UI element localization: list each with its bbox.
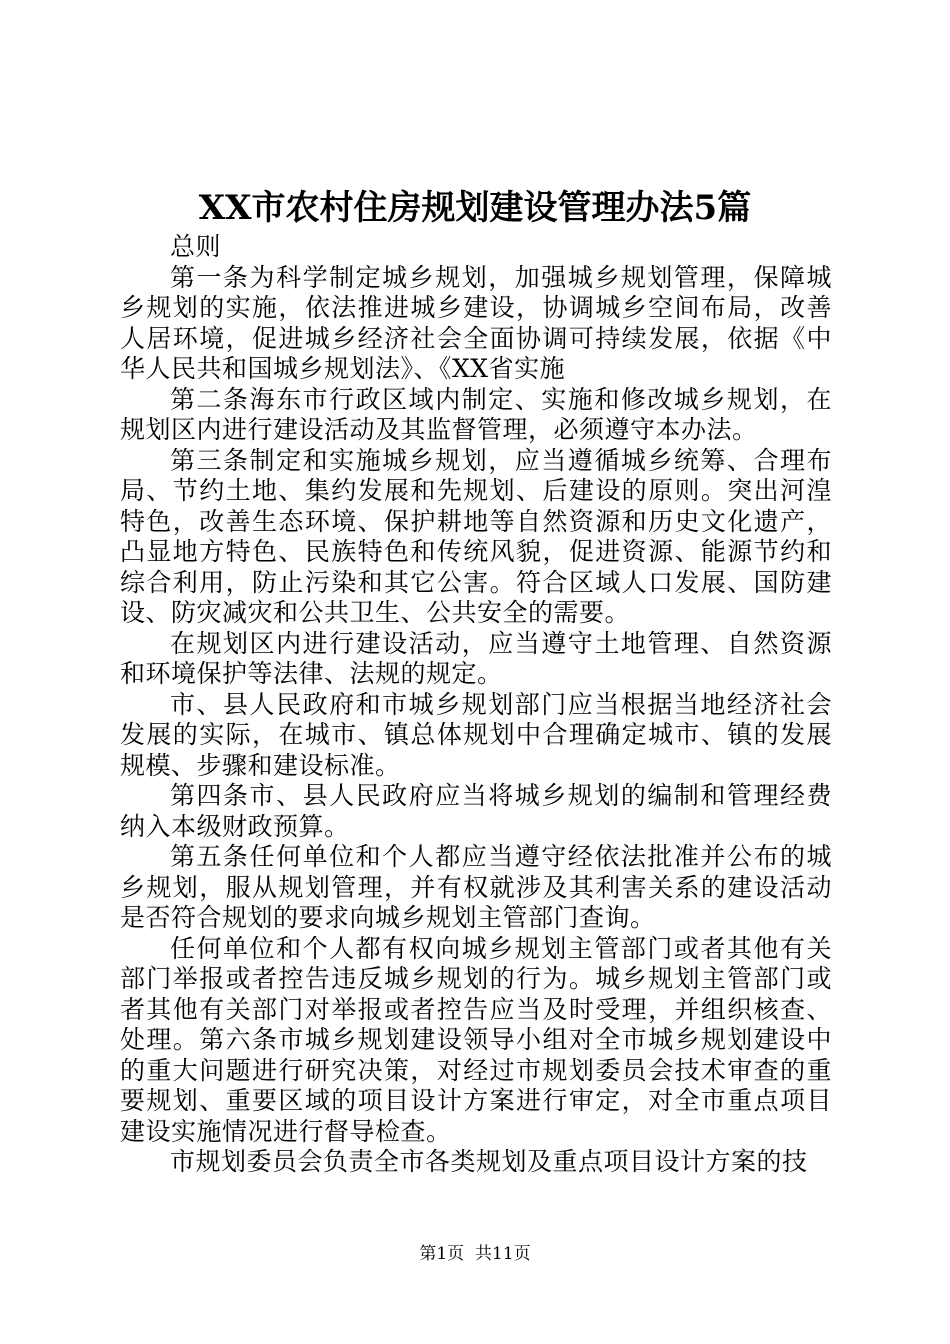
- paragraph: 第一条为科学制定城乡规划，加强城乡规划管理，保障城乡规划的实施，依法推进城乡建设，协调城乡空间布局，改善人居环境，促进城乡经济社会全面协调可持续发展，依据《中华人民共和国城乡规划法》、《XX省实施: [120, 262, 832, 383]
- paragraph: 总则: [170, 232, 222, 261]
- paragraph: 市规划委员会负责全市各类规划及重点项目设计方案的技: [170, 1147, 808, 1176]
- paragraph: 市、县人民政府和市城乡规划部门应当根据当地经济社会发展的实际，在城市、镇总体规划中合理确定城市、镇的发展规模、步骤和建设标准。: [120, 689, 832, 780]
- paragraph: 第四条市、县人民政府应当将城乡规划的编制和管理经费纳入本级财政预算。: [120, 781, 832, 841]
- page-footer: [0, 1242, 950, 1266]
- paragraph: 第五条任何单位和个人都应当遵守经依法批准并公布的城乡规划，服从规划管理，并有权就涉及其利害关系的建设活动是否符合规划的要求向城乡规划主管部门查询。: [120, 842, 832, 932]
- page-total: 共11页: [475, 1244, 531, 1264]
- paragraph: 任何单位和个人都有权向城乡规划主管部门或者其他有关部门举报或者控告违反城乡规划的行为。城乡规划主管部门或者其他有关部门对举报或者控告应当及时受理，并组织核查、处理。第六条市城乡规划建设领导小组对全市城乡规划建设中的重大问题进行研究决策，对经过市规划委员会技术审查的重要规划、重要区域的项目设计方案进行审定，对全市重点项目建设实施情况进行督导检查。: [120, 933, 832, 1146]
- paragraph: 第二条海东市行政区域内制定、实施和修改城乡规划，在规划区内进行建设活动及其监督管理，必须遵守本办法。: [120, 384, 832, 444]
- document-title: XX市农村住房规划建设管理办法5篇: [198, 188, 752, 228]
- page-number: 第1页: [419, 1244, 465, 1264]
- paragraph: 第三条制定和实施城乡规划，应当遵循城乡统筹、合理布局、节约土地、集约发展和先规划、后建设的原则。突出河湟特色，改善生态环境、保护耕地等自然资源和历史文化遗产，凸显地方特色、民族特色和传统风貌，促进资源、能源节约和综合利用，防止污染和其它公害。符合区域人口发展、国防建设、防灾减灾和公共卫生、公共安全的需要。: [120, 445, 832, 627]
- paragraph: 在规划区内进行建设活动，应当遵守土地管理、自然资源和环境保护等法律、法规的规定。: [120, 628, 832, 688]
- document-body: [120, 232, 832, 1178]
